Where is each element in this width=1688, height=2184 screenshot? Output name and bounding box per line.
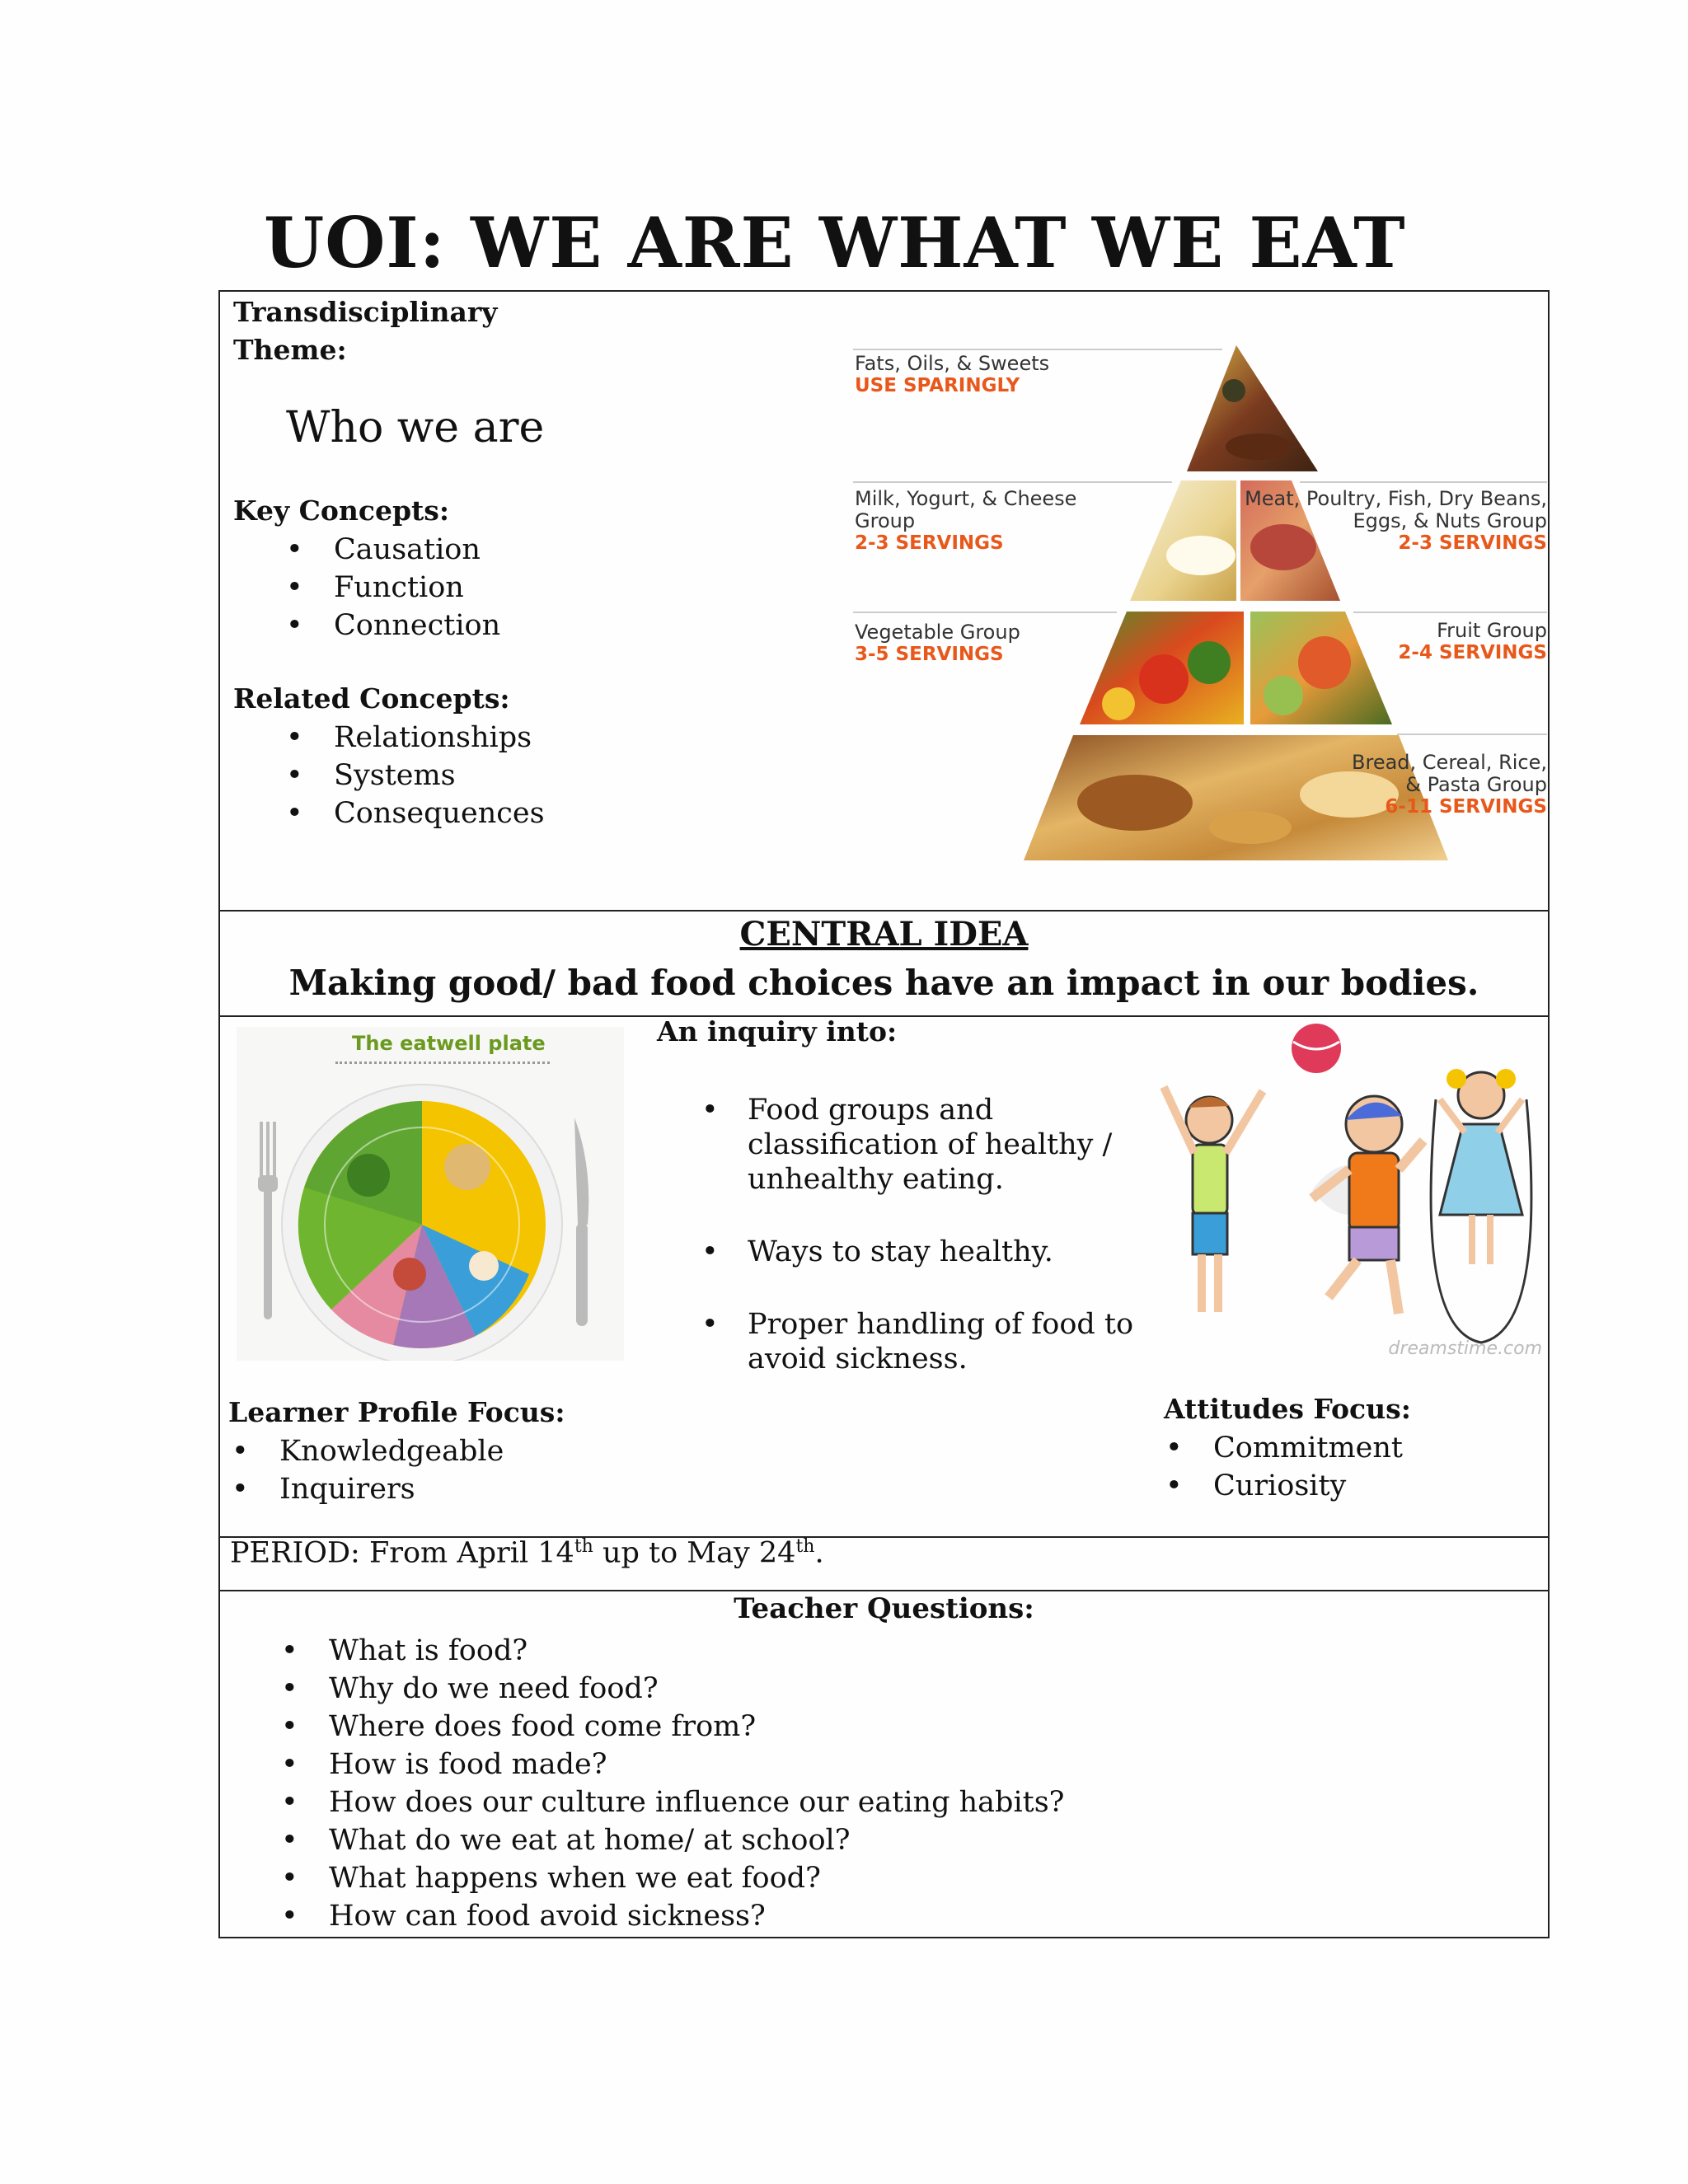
list-item: • How can food avoid sickness? — [281, 1900, 766, 1933]
list-item: • Knowledgeable — [232, 1435, 504, 1468]
knife-icon — [574, 1118, 588, 1326]
divider — [220, 1590, 1548, 1591]
theme-value: Who we are — [286, 403, 545, 452]
divider — [1300, 481, 1547, 483]
kid-running — [1312, 1096, 1423, 1314]
eatwell-plate-image — [237, 1027, 624, 1361]
list-item: • Why do we need food? — [281, 1672, 659, 1705]
key-concepts-label: Key Concepts: — [233, 494, 450, 527]
divider — [853, 349, 1222, 350]
list-item: • Systems — [286, 759, 456, 792]
kid-jumping — [1164, 1087, 1263, 1312]
kid-jump-rope — [1431, 1069, 1531, 1343]
pyramid-label-meat: Meat, Poultry, Fish, Dry Beans, Eggs, & Nuts Group 2-3 SERVINGS — [1245, 487, 1547, 554]
list-item: • Inquirers — [232, 1473, 415, 1506]
list-item: • Commitment — [1165, 1432, 1403, 1465]
list-item: • How does our culture influence our eating habits? — [281, 1786, 1065, 1819]
inquiry-label: An inquiry into: — [657, 1015, 898, 1047]
inquiry-list — [701, 1093, 1134, 1376]
list-item: • What is food? — [281, 1634, 528, 1667]
divider — [1397, 733, 1547, 735]
attitudes-list — [1165, 1429, 1403, 1505]
list-item: • Relationships — [286, 721, 532, 754]
kids-illustration — [1151, 1017, 1547, 1371]
page-title: UOI: WE ARE WHAT WE EAT — [264, 202, 1406, 284]
pyramid-label-fruit: Fruit Group 2-4 SERVINGS — [1398, 619, 1547, 663]
divider — [1353, 612, 1547, 613]
central-idea-title: CENTRAL IDEA — [739, 915, 1029, 954]
period-text: PERIOD: From April 14th up to May 24th. — [230, 1536, 824, 1570]
related-concepts-label: Related Concepts: — [233, 682, 510, 715]
central-idea-text: Making good/ bad food choices have an impact in our bodies. — [288, 963, 1479, 1003]
list-item: • What happens when we eat food? — [281, 1862, 821, 1895]
pyramid-label-bread: Bread, Cereal, Rice, & Pasta Group 6-11 SERVINGS — [1352, 751, 1547, 818]
divider — [853, 481, 1172, 483]
list-item: • How is food made? — [281, 1748, 607, 1781]
watermark: dreamstime.com — [1388, 1338, 1542, 1359]
teacher-questions-list — [281, 1632, 1065, 1935]
key-concepts-list — [286, 531, 501, 644]
theme-label — [233, 293, 497, 369]
kids-exercising-image — [1151, 1017, 1547, 1371]
list-item: • Consequences — [286, 797, 545, 830]
list-item: • What do we eat at home/ at school? — [281, 1824, 851, 1857]
eatwell-plate-graphic — [237, 1027, 624, 1361]
divider — [853, 612, 1117, 613]
pyramid-label-milk: Milk, Yogurt, & Cheese Group 2-3 SERVINGS — [855, 487, 1077, 554]
theme-label-line2: Theme: — [233, 334, 347, 366]
fork-icon — [258, 1122, 278, 1319]
list-item: • Proper handling of food to avoid sickness. — [701, 1308, 1134, 1376]
food-pyramid — [624, 308, 1547, 893]
central-idea-section — [220, 912, 1548, 1017]
attitudes-label: Attitudes Focus: — [1164, 1393, 1411, 1425]
learner-profile-list — [232, 1432, 504, 1508]
related-concepts-list — [286, 719, 545, 832]
list-item: • Ways to stay healthy. — [701, 1235, 1053, 1268]
list-item: • Function — [286, 571, 464, 604]
teacher-questions-label: Teacher Questions: — [734, 1592, 1034, 1625]
list-item: • Food groups and classification of healthy / unhealthy eating. — [701, 1094, 1113, 1196]
learner-profile-label: Learner Profile Focus: — [228, 1396, 565, 1428]
list-item: • Where does food come from? — [281, 1710, 757, 1743]
unit-table — [218, 290, 1550, 1938]
list-item: • Curiosity — [1165, 1469, 1347, 1502]
pyramid-label-fats: Fats, Oils, & Sweets USE SPARINGLY — [855, 352, 1050, 396]
theme-label-line1: Transdisciplinary — [233, 296, 498, 328]
list-item: • Connection — [286, 609, 501, 642]
list-item: • Causation — [286, 533, 481, 566]
eatwell-title: The eatwell plate — [352, 1032, 546, 1055]
pyramid-label-vegetable: Vegetable Group 3-5 SERVINGS — [855, 621, 1020, 665]
